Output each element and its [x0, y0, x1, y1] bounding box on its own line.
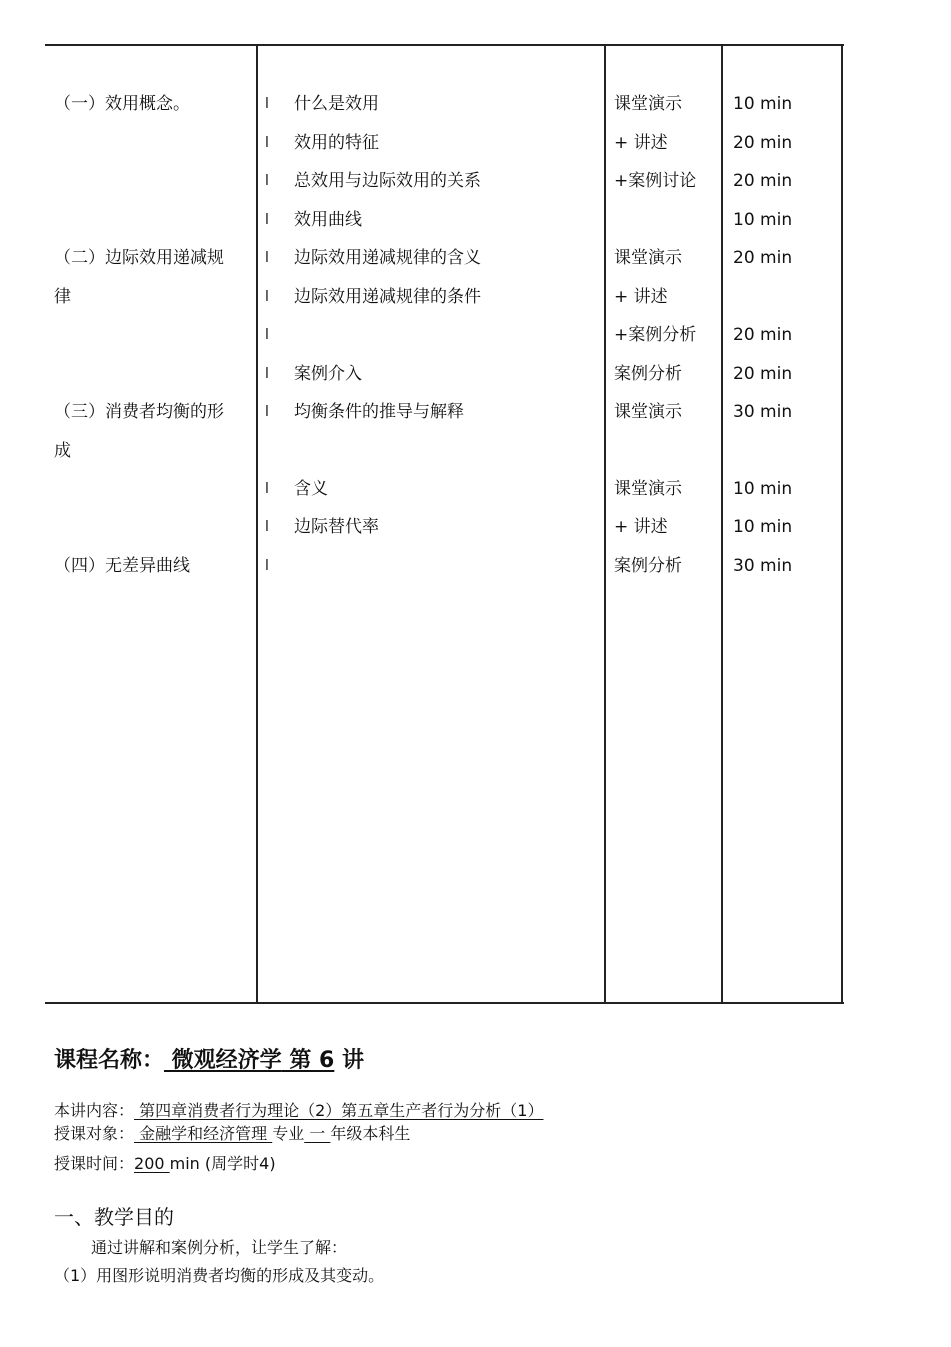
topic-1: （一）效用概念。 [54, 94, 190, 114]
lecture-prefix: 第 [281, 1048, 320, 1073]
item-3: 总效用与边际效用的关系 [294, 171, 481, 191]
audience-major-suffix: 专业 [272, 1124, 305, 1143]
topic-3-cont: 成 [54, 441, 71, 461]
lecture-number: 6 [319, 1048, 335, 1073]
topic-2: （二）边际效用递减规 [54, 248, 224, 268]
time-6: 20 min [733, 325, 793, 345]
item-2: 效用的特征 [294, 133, 379, 153]
bullet: l [265, 481, 269, 497]
content-value: 第四章消费者行为理论（2）第五章生产者行为分析（1） [134, 1101, 544, 1120]
content-line [54, 1101, 543, 1121]
item-5: 边际效用递减规律的含义 [294, 248, 481, 268]
table-divider [841, 46, 843, 1002]
time-3: 20 min [733, 171, 793, 191]
time-label: 授课时间： [54, 1154, 135, 1173]
time-line [54, 1154, 276, 1174]
bullet: l [265, 173, 269, 189]
bullet: l [265, 250, 269, 266]
method-11: 案例分析 [614, 556, 682, 576]
method-6: +案例分析 [614, 325, 697, 345]
bullet: l [265, 135, 269, 151]
method-8: 课堂演示 [614, 402, 682, 422]
method-3: +案例讨论 [614, 171, 697, 191]
section-point-1: （1）用图形说明消费者均衡的形成及其变动。 [54, 1266, 385, 1285]
lecture-suffix: 讲 [334, 1048, 364, 1073]
item-8: 案例介入 [294, 364, 362, 384]
bullet: l [265, 404, 269, 420]
time-11: 30 min [733, 556, 793, 576]
bullet: l [265, 327, 269, 343]
audience-label: 授课对象： [54, 1124, 135, 1143]
item-9: 均衡条件的推导与解释 [294, 402, 464, 422]
item-4: 效用曲线 [294, 210, 362, 230]
section-intro: 通过讲解和案例分析，让学生了解： [91, 1238, 348, 1257]
topic-4: （四）无差异曲线 [54, 556, 190, 576]
course-label: 课程名称： [54, 1048, 165, 1073]
bullet: l [265, 212, 269, 228]
audience-line [54, 1124, 410, 1144]
bullet: l [265, 96, 269, 112]
topic-2-cont: 律 [54, 287, 71, 307]
time-8: 30 min [733, 402, 793, 422]
course-name: 微观经济学 [164, 1048, 282, 1073]
time-5: 20 min [733, 248, 793, 268]
time-7: 20 min [733, 364, 793, 384]
method-7: 案例分析 [614, 364, 682, 384]
table-divider [721, 46, 723, 1002]
audience-major: 金融学和经济管理 [134, 1124, 273, 1143]
time-2: 20 min [733, 133, 793, 153]
time-10: 10 min [733, 517, 793, 537]
course-title [54, 1043, 364, 1074]
item-11: 边际替代率 [294, 517, 379, 537]
audience-grade: 一 [304, 1124, 331, 1143]
section-heading: 一、教学目的 [54, 1205, 174, 1229]
audience-grade-suffix: 年级本科生 [330, 1124, 411, 1143]
item-6: 边际效用递减规律的条件 [294, 287, 481, 307]
method-9: 课堂演示 [614, 479, 682, 499]
method-2: + 讲述 [614, 133, 668, 153]
item-10: 含义 [294, 479, 328, 499]
time-9: 10 min [733, 479, 793, 499]
bullet: l [265, 519, 269, 535]
time-1: 10 min [733, 94, 793, 114]
method-10: + 讲述 [614, 517, 668, 537]
table-divider [604, 46, 606, 1002]
method-4: 课堂演示 [614, 248, 682, 268]
bullet: l [265, 289, 269, 305]
item-1: 什么是效用 [294, 94, 379, 114]
table-divider [256, 46, 258, 1002]
bullet: l [265, 366, 269, 382]
method-5: + 讲述 [614, 287, 668, 307]
time-value: 200 [134, 1154, 170, 1173]
topic-3: （三）消费者均衡的形 [54, 402, 224, 422]
content-label: 本讲内容： [54, 1101, 135, 1120]
time-4: 10 min [733, 210, 793, 230]
bullet: l [265, 558, 269, 574]
method-1: 课堂演示 [614, 94, 682, 114]
time-unit: min (周学时4) [169, 1154, 276, 1173]
